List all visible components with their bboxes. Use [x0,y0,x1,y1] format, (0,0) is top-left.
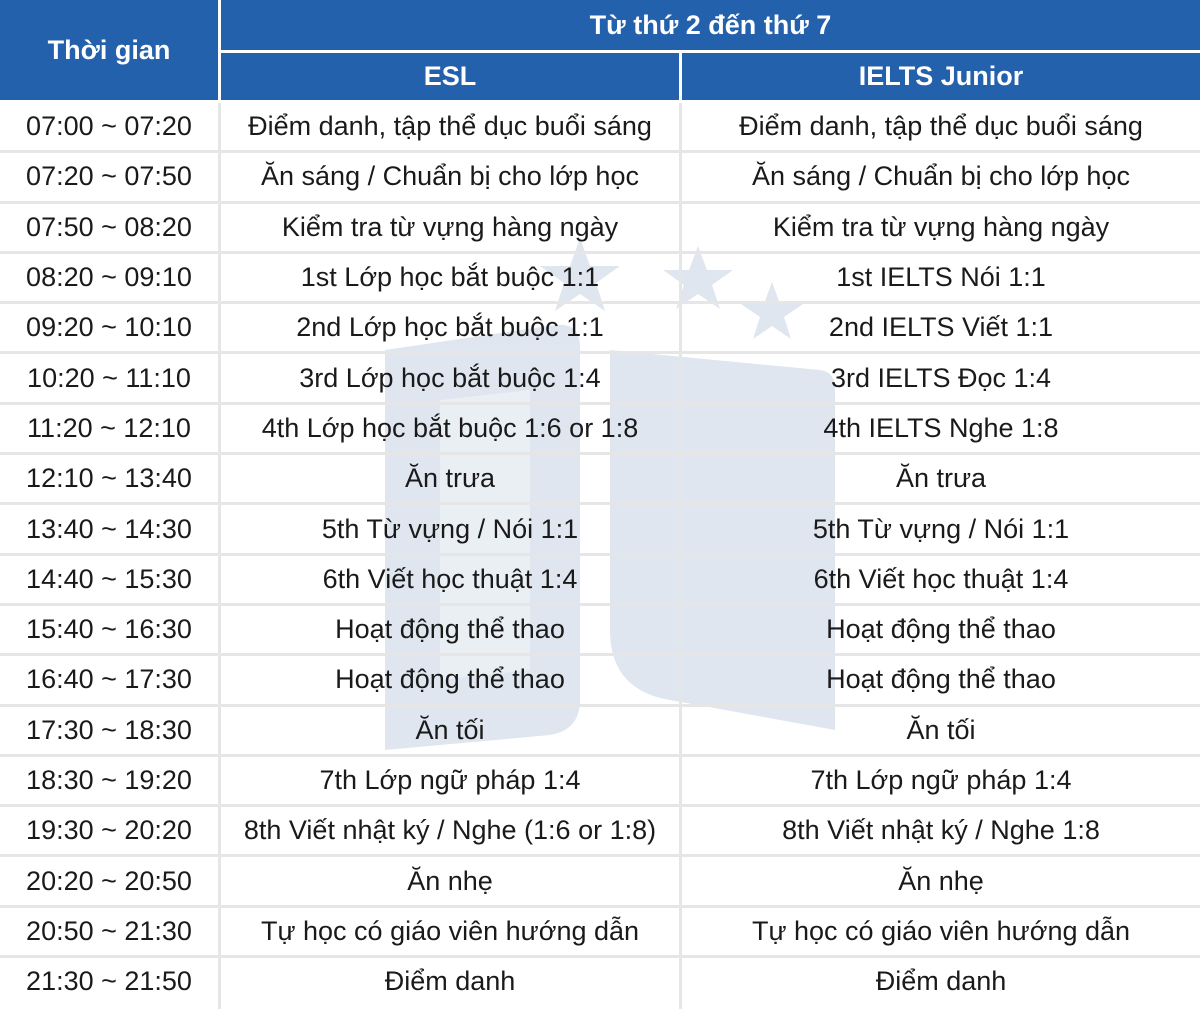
time-cell: 07:00 ~ 07:20 [26,111,192,142]
ielts-activity-cell: Ăn sáng / Chuẩn bị cho lớp học [752,161,1130,192]
esl-activity-cell: 8th Viết nhật ký / Nghe (1:6 or 1:8) [243,815,657,846]
table-row [0,103,1200,153]
table-row [0,405,1200,455]
table-row [0,908,1200,958]
table-row [0,354,1200,404]
esl-activity-cell: Tự học có giáo viên hướng dẫn [260,915,640,946]
time-column-header: Thời gian [0,0,218,100]
table-row [0,757,1200,807]
table-row [0,807,1200,857]
ielts-activity-cell: 6th Viết học thuật 1:4 [813,563,1069,594]
time-cell: 19:30 ~ 20:20 [26,815,192,846]
table-row [0,556,1200,606]
ielts-activity-cell: 3rd IELTS Đọc 1:4 [830,362,1052,393]
esl-column-header: ESL [221,53,679,100]
time-cell: 18:30 ~ 19:20 [26,765,192,795]
table-row [0,254,1200,304]
time-cell: 15:40 ~ 16:30 [26,614,192,645]
esl-activity-cell: 2nd Lớp học bắt buộc 1:1 [296,312,604,343]
time-cell: 21:30 ~ 21:50 [26,966,192,997]
table-row [0,606,1200,656]
time-cell: 20:20 ~ 20:50 [26,865,192,896]
ielts-activity-cell: 1st IELTS Nói 1:1 [836,262,1046,293]
ielts-activity-cell: Ăn nhẹ [898,865,984,896]
table-row [0,958,1200,1005]
ielts-activity-cell: Điểm danh [875,966,1007,997]
table-row [0,455,1200,505]
esl-activity-cell: Hoạt động thể thao [335,614,565,645]
ielts-activity-cell: Hoạt động thể thao [826,664,1056,695]
table-row [0,707,1200,757]
esl-activity-cell: 1st Lớp học bắt buộc 1:1 [300,262,600,293]
time-cell: 20:50 ~ 21:30 [26,915,192,946]
esl-activity-cell: Ăn nhẹ [407,865,493,896]
ielts-activity-cell: 4th IELTS Nghe 1:8 [823,412,1059,443]
table-row [0,656,1200,706]
esl-activity-cell: Ăn trưa [404,463,496,494]
table-row [0,153,1200,203]
esl-activity-cell: 4th Lớp học bắt buộc 1:6 or 1:8 [261,412,639,443]
time-cell: 11:20 ~ 12:10 [27,412,191,443]
table-row [0,505,1200,555]
time-cell: 17:30 ~ 18:30 [26,714,192,745]
esl-activity-cell: Hoạt động thể thao [335,664,565,695]
esl-activity-cell: Ăn tối [415,714,485,745]
weekday-group-header: Từ thứ 2 đến thứ 7 [221,0,1200,50]
esl-activity-cell: Kiểm tra từ vựng hàng ngày [281,211,619,242]
ielts-activity-cell: 7th Lớp ngữ pháp 1:4 [810,765,1072,795]
esl-activity-cell: 3rd Lớp học bắt buộc 1:4 [299,362,601,393]
esl-activity-cell: Điểm danh, tập thể dục buổi sáng [248,111,652,142]
table-row [0,304,1200,354]
time-cell: 12:10 ~ 13:40 [26,463,192,494]
esl-activity-cell: 6th Viết học thuật 1:4 [322,563,578,594]
esl-activity-cell: Ăn sáng / Chuẩn bị cho lớp học [261,161,639,192]
ielts-activity-cell: Tự học có giáo viên hướng dẫn [751,915,1131,946]
schedule-rows [0,103,1200,1005]
time-cell: 07:50 ~ 08:20 [26,211,192,242]
time-cell: 08:20 ~ 09:10 [26,262,192,293]
ielts-activity-cell: Hoạt động thể thao [826,614,1056,645]
esl-activity-cell: Điểm danh [384,966,516,997]
esl-activity-cell: 5th Từ vựng / Nói 1:1 [321,513,579,544]
time-cell: 09:20 ~ 10:10 [26,312,192,343]
ielts-activity-cell: Điểm danh, tập thể dục buổi sáng [739,111,1143,142]
table-row [0,857,1200,907]
ielts-activity-cell: 5th Từ vựng / Nói 1:1 [812,513,1070,544]
time-cell: 10:20 ~ 11:10 [27,362,191,393]
time-cell: 13:40 ~ 14:30 [26,513,192,544]
ielts-activity-cell: 2nd IELTS Viết 1:1 [828,312,1054,343]
ielts-junior-column-header: IELTS Junior [682,53,1200,100]
time-cell: 16:40 ~ 17:30 [26,664,192,695]
ielts-activity-cell: Kiểm tra từ vựng hàng ngày [772,211,1110,242]
ielts-activity-cell: 8th Viết nhật ký / Nghe 1:8 [782,815,1100,846]
esl-activity-cell: 7th Lớp ngữ pháp 1:4 [319,765,581,795]
time-cell: 07:20 ~ 07:50 [26,161,192,192]
ielts-activity-cell: Ăn tối [906,714,976,745]
time-cell: 14:40 ~ 15:30 [26,563,192,594]
table-row [0,204,1200,254]
ielts-activity-cell: Ăn trưa [895,463,987,494]
